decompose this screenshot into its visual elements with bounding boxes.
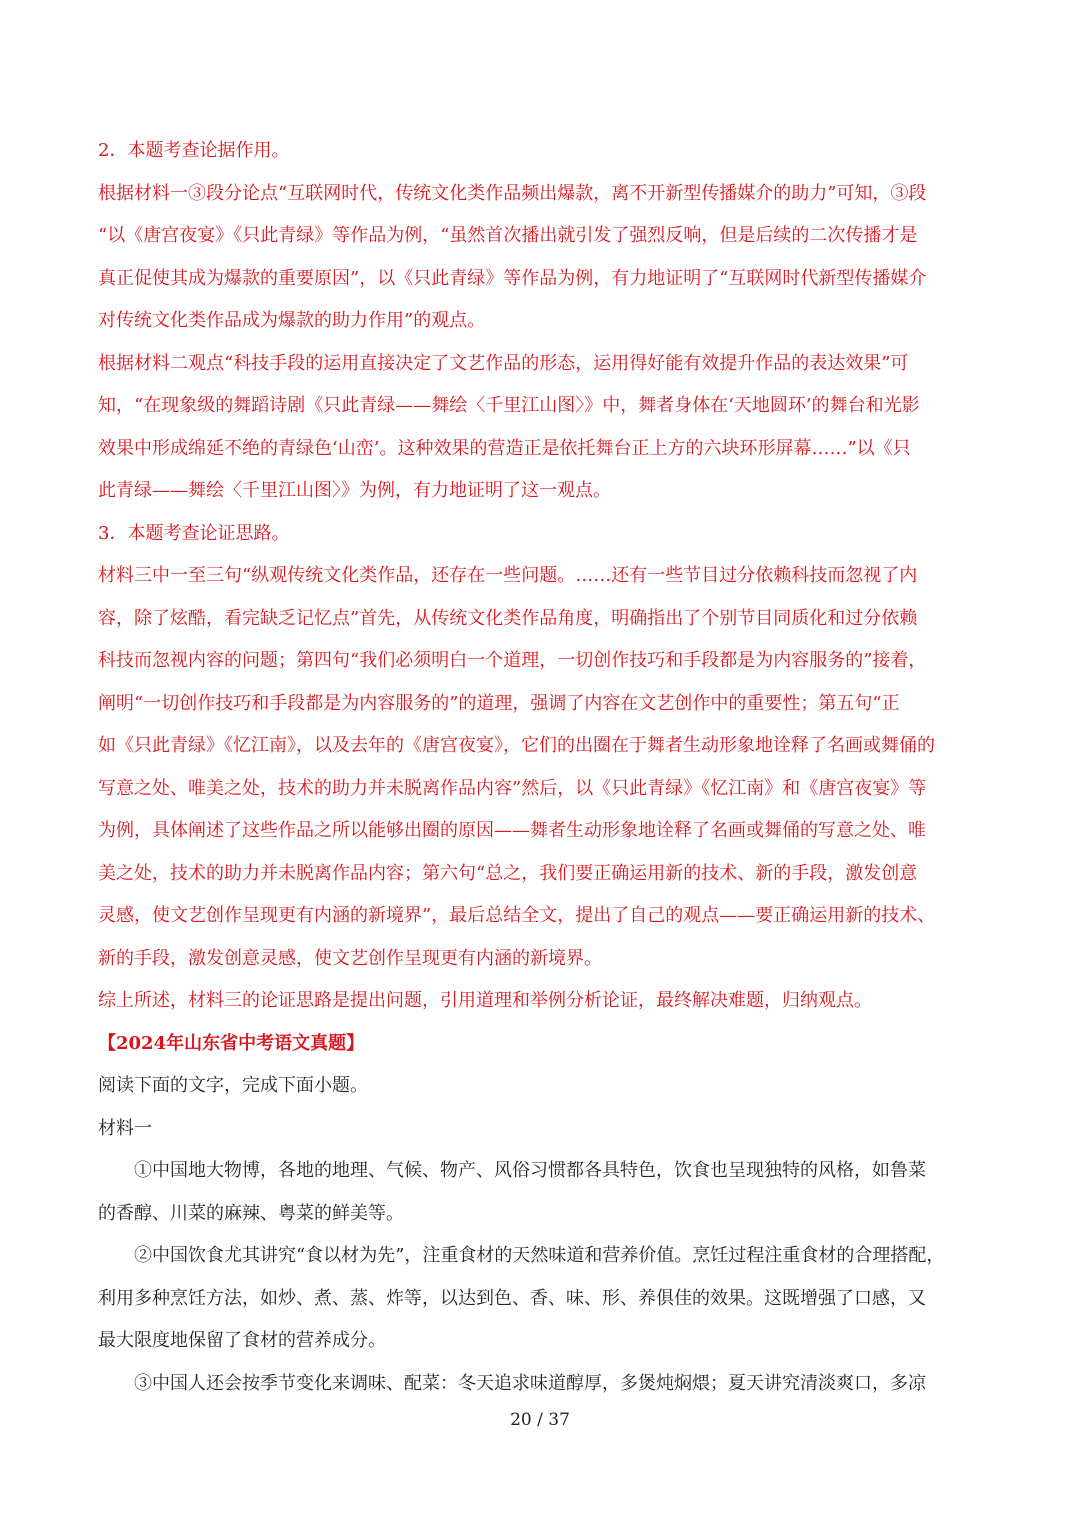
text-line: 阐明“一切创作技巧和手段都是为内容服务的”的道理，强调了内容在文艺创作中的重要性；第五句“正 xyxy=(98,692,900,714)
text-line: 材料一 xyxy=(98,1117,152,1139)
page-number: 20 / 37 xyxy=(510,1410,570,1430)
text-line: 最大限度地保留了食材的营养成分。 xyxy=(98,1330,386,1351)
text-line: 效果中形成绵延不绝的青绿色‘山峦’。这种效果的营造正是依托舞台正上方的六块环形屏幕……”以《只 xyxy=(98,437,911,459)
text-line: 如《只此青绿》《忆江南》，以及去年的《唐宫夜宴》，它们的出圈在于舞者生动形象地诠释了名画或舞俑的 xyxy=(98,735,935,756)
text-line: 真正促使其成为爆款的重要原因”，以《只此青绿》等作品为例，有力地证明了“互联网时代新型传播媒介 xyxy=(98,267,927,289)
text-line: “以《唐宫夜宴》《只此青绿》等作品为例，“虽然首次播出就引发了强烈反响，但是后续的二次传播才是 xyxy=(98,225,918,246)
text-line: 的香醇、川菜的麻辣、粤菜的鲜美等。 xyxy=(98,1202,404,1224)
text-line: 此青绿——舞绘〈千里江山图〉》为例，有力地证明了这一观点。 xyxy=(98,480,611,501)
text-line: 写意之处、唯美之处，技术的助力并未脱离作品内容”然后，以《只此青绿》《忆江南》和《唐宫夜宴》等 xyxy=(98,777,927,799)
text-line: 材料三中一至三句“纵观传统文化类作品，还存在一些问题。……还有一些节目过分依赖科技而忽视了内 xyxy=(98,565,918,586)
text-line: 新的手段，激发创意灵感，使文艺创作呈现更有内涵的新境界。 xyxy=(98,947,602,969)
text-line: 根据材料一③段分论点“互联网时代，传统文化类作品频出爆款，离不开新型传播媒介的助力”可知，③段 xyxy=(98,182,927,204)
text-line: 科技而忽视内容的问题；第四句“我们必须明白一个道理，一切创作技巧和手段都是为内容服务的”接着， xyxy=(98,650,927,671)
text-line: 阅读下面的文字，完成下面小题。 xyxy=(98,1075,368,1096)
text-line: ③中国人还会按季节变化来调味、配菜：冬天追求味道醇厚，多煲炖焖煨；夏天讲究清淡爽口，多凉 xyxy=(98,1372,926,1394)
text-line: ②中国饮食尤其讲究“食以材为先”，注重食材的天然味道和营养价值。烹饪过程注重食材的合理搭配， xyxy=(98,1245,945,1266)
text-line: 知，“在现象级的舞蹈诗剧《只此青绿——舞绘〈千里江山图〉》中，舞者身体在‘天地圆环’的舞台和光影 xyxy=(98,395,920,416)
document-body xyxy=(98,130,986,1405)
text-line: 综上所述，材料三的论证思路是提出问题，引用道理和举例分析论证，最终解决难题，归纳观点。 xyxy=(98,990,872,1011)
text-line: 为例，具体阐述了这些作品之所以能够出圈的原因——舞者生动形象地诠释了名画或舞俑的写意之处、唯 xyxy=(98,820,926,841)
text-line: 利用多种烹饪方法，如炒、煮、蒸、炸等，以达到色、香、味、形、养俱佳的效果。这既增强了口感，又 xyxy=(98,1287,926,1309)
text-line: 容，除了炫酷，看完缺乏记忆点”首先，从传统文化类作品角度，明确指出了个别节目同质化和过分依赖 xyxy=(98,607,918,629)
text-line: 3．本题考查论证思路。 xyxy=(98,522,290,544)
text-line: ①中国地大物博，各地的地理、气候、物产、风俗习惯都各具特色，饮食也呈现独特的风格，如鲁菜 xyxy=(98,1160,926,1181)
text-line: 【2024年山东省中考语文真题】 xyxy=(98,1032,365,1054)
text-line: 2．本题考查论据作用。 xyxy=(98,140,290,161)
text-line: 对传统文化类作品成为爆款的助力作用”的观点。 xyxy=(98,310,486,331)
text-line: 根据材料二观点“科技手段的运用直接决定了文艺作品的形态，运用得好能有效提升作品的表达效果”可 xyxy=(98,352,909,374)
text-line: 灵感，使文艺创作呈现更有内涵的新境界”，最后总结全文，提出了自己的观点——要正确运用新的技术、 xyxy=(98,905,936,926)
text-line: 美之处，技术的助力并未脱离作品内容；第六句“总之，我们要正确运用新的技术、新的手段，激发创意 xyxy=(98,862,918,884)
